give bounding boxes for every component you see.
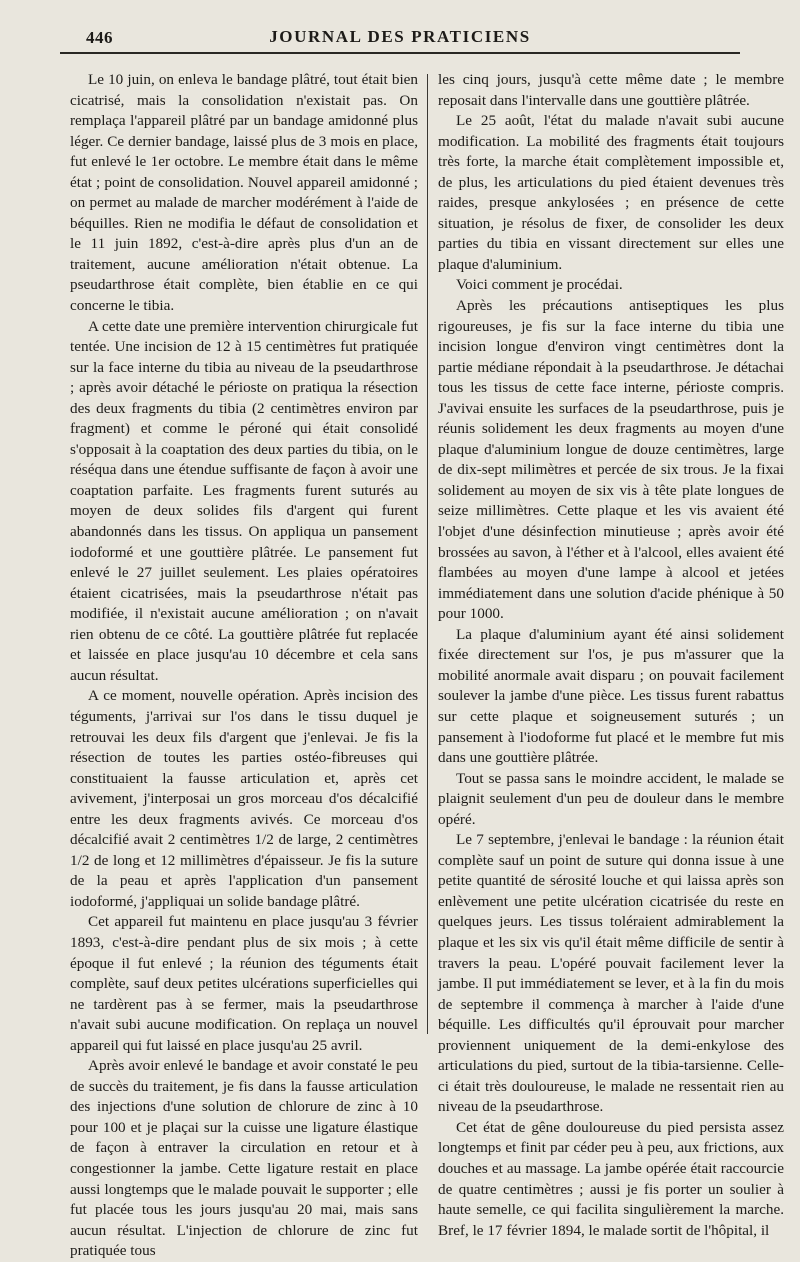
journal-title: JOURNAL DES PRATICIENS — [269, 27, 531, 46]
paragraph: Après les précautions antiseptiques les plus rigoureuses, je fis sur la face interne du tibia une incision longue d'environ vingt centimètres dont la partie médiane répondait à la pseudarthrose. Je détachai tous les tissus de cette face interne, périoste compris. J'avivai ensuite les surfaces de la pseudarthrose, puis je réunis solidement les deux fragments au moyen d'une plaque d'aluminium longue de douze centimètres, large de dix-sept milimètres et percée de six trous. Je la fixai solidement au moyen de six vis à tête plate longues de seize millimètres. Cette plaque et les vis avaient été l'objet d'une désinfection minutieuse ; après avoir été brossées au savon, à l'éther et à l'alcool, elles avaient été flambées au moyen d'une lampe à alcool et jetées immédiatement dans une solution d'acide phénique à 50 pour 1000. — [438, 297, 784, 623]
right-column — [438, 70, 784, 1239]
left-column — [70, 70, 418, 1260]
page-header — [60, 22, 740, 54]
paragraph: Cet état de gêne douloureuse du pied persista assez longtemps et finit par céder peu à peu, aux frictions, aux douches et au massage. La jambe opérée était raccourcie de quatre centimètres ; aussi je fis porter un soulier à haute semelle, ce qui facilita singulièrement la marche. Bref, le 17 février 1894, le malade sortit de l'hôpital, il — [438, 1118, 784, 1239]
paragraph: Le 25 août, l'état du malade n'avait subi aucune modification. La mobilité des fragments était toujours très forte, la marche était complètement impossible et, de plus, les articulations du pied étaient devenues très raides, presque ankylosées ; en présence de cette situation, je résolus de fixer, de consolider les deux parties du tibia en vissant directement sur elles une plaque d'aluminium. — [438, 112, 784, 273]
paragraph: A ce moment, nouvelle opération. Après incision des téguments, j'arrivai sur l'os dans le tissu duquel je retrouvai les deux fils d'argent que j'enlevai. Je fis la résection de toutes les parties ostéo-fibreuses qui constituaient la fausse articulation et, après cet avivement, j'interposai un gros morceau d'os décalcifié entre les deux fragments avivés. Ce morceau d'os décalcifié avait 2 centimètres 1/2 de large, 2 centimètres 1/2 de long et 12 millimètres d'épaisseur. Je fis la suture de la peau et après l'application d'un pansement iodoformé, j'appliquai un solide bandage plâtré. — [70, 687, 418, 910]
paragraph: Le 7 septembre, j'enlevai le bandage : la réunion était complète sauf un point de suture qui donna issue à une petite quantité de sérosité louche et qui laissa après son enlèvement une petite ulcération cicatrisée du reste en quelques jeurs. Les tissus toléraient admirablement la plaque et les six vis qu'il était même difficile de sentir à travers la peau. L'opéré pouvait facilement lever la jambe. Il put immédiatement se lever, et à la fin du mois de septembre il commença à marcher à l'aide d'une béquille. Les difficultés qu'il éprouvait pour marcher proviennent uniquement de la demi-enkylose des articulations du pied, surtout de la tibia-tarsienne. Celle-ci était très douloureuse, le malade ne ressentait rien au niveau de la pseudarthrose. — [438, 831, 784, 1116]
paragraph: La plaque d'aluminium ayant été ainsi solidement fixée directement sur l'os, je pus m'assurer que la mobilité anormale avait disparu ; on pouvait facilement soulever la jambe d'une pièce. Les tissus furent rabattus sur cette plaque et soigneusement suturés ; un pansement à l'iodoforme fut placé et le membre fut mis dans une gouttière plâtrée. — [438, 625, 784, 767]
paragraph-continued: les cinq jours, jusqu'à cette même date ; le membre reposait dans l'intervalle dans une gouttière plâtrée. — [438, 71, 784, 109]
paragraph: Après avoir enlevé le bandage et avoir constaté le peu de succès du traitement, je fis dans la fausse articulation des injections d'une solution de chlorure de zinc à 10 pour 100 et je plaçai sur la cuisse une ligature élastique de façon à entraver la circulation en retour et à congestionner la jambe. Cette ligature restait en place aussi longtemps que le malade pouvait le supporter ; elle fut placée tous les jours jusqu'au 20 mai, mais sans aucun résultat. L'injection de chlorure de zinc fut pratiquée tous — [70, 1057, 418, 1260]
paragraph: Tout se passa sans le moindre accident, le malade se plaignit seulement d'un peu de douleur dans le membre opéré. — [438, 769, 784, 828]
page-number: 446 — [86, 28, 113, 47]
paragraph: Cet appareil fut maintenu en place jusqu'au 3 février 1893, c'est-à-dire pendant plus de six mois ; à cette époque il fut enlevé ; la réunion des téguments était complète, sauf deux petites ulcérations superficielles qui ne tardèrent pas à se fermer, mais la pseudarthrose n'avait subi aucune modification. On replaça un nouvel appareil qui fut laissé en place jusqu'au 25 avril. — [70, 913, 418, 1054]
column-divider — [427, 74, 428, 1034]
paragraph: Le 10 juin, on enleva le bandage plâtré, tout était bien cicatrisé, mais la consolidation n'existait pas. On remplaça l'appareil plâtré par un bandage amidonné plus léger. Ce dernier bandage, laissé plus de 3 mois en place, fut enlevé le 1er octobre. Le membre était dans le même état ; point de consolidation. Nouvel appareil amidonné ; on permet au malade de marcher modérément à l'aide de béquilles. Rien ne modifia le défaut de consolidation et le 11 juin 1892, c'est-à-dire après plus d'un an de traitement, aucune amélioration n'était obtenue. La pseudarthrose était complète, bien établie en ce qui concerne le tibia. — [70, 71, 418, 315]
paragraph: Voici comment je procédai. — [456, 276, 623, 294]
paragraph: A cette date une première intervention chirurgicale fut tentée. Une incision de 12 à 15 centimètres fut pratiquée sur la face interne du tibia au niveau de la pseudarthrose ; après avoir détaché le périoste on pratiqua la résection des deux fragments du tibia (2 centimètres environ par fragment) et comme le péroné qui était consolidé s'opposait à la coaptation des deux parties du tibia, on le réséqua dans une étendue suffisante de façon à avoir une coaptation parfaite. Les fragments furent suturés au moyen de deux solides fils d'argent qui furent abandonnés dans les tissus. On appliqua un pansement iodoformé et une gouttière plâtrée. Le pansement fut enlevé le 27 juillet seulement. Les plaies opératoires étaient cicatrisées, mais la pseudarthrose n'était pas modifiée, il n'existait aucune amélioration ; on n'avait rien obtenu de ce côté. La gouttière plâtrée fut replacée et laissée en place jusqu'au 10 décembre et cela sans aucun résultat. — [70, 317, 418, 684]
